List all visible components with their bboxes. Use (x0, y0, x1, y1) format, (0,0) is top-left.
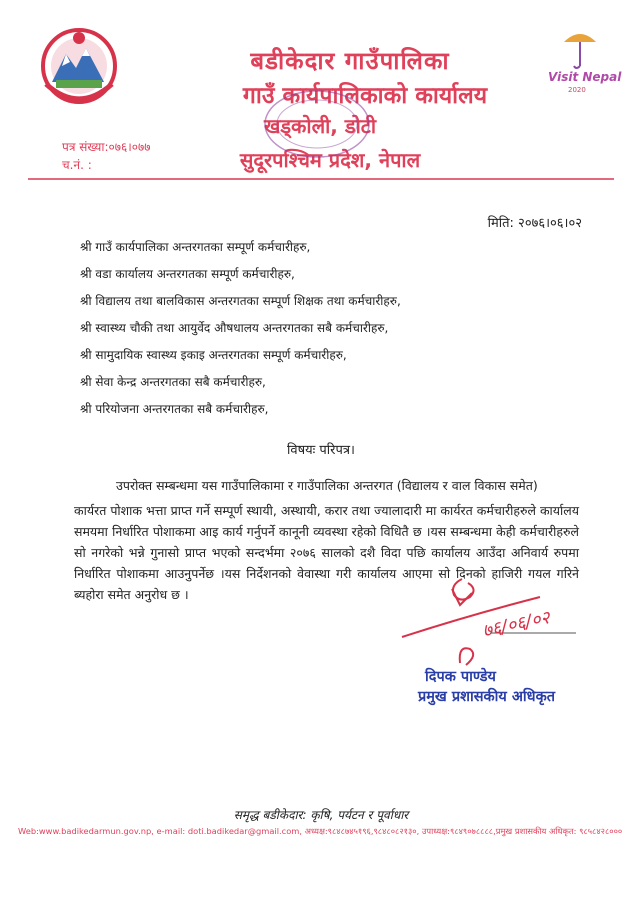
letter-reference-number: पत्र संख्या:०७६।०७७ (62, 140, 151, 154)
recipient-line: श्री विद्यालय तथा बालविकास अन्तरगतका सम्पूर्ण शिक्षक तथा कर्मचारीहरु, (80, 294, 401, 308)
visit-nepal-logo: Visit Nepal (548, 70, 622, 84)
office-stamp-icon (262, 88, 372, 160)
body-paragraph-intro: उपरोक्त सम्बन्धमा यस गाउँपालिकामा र गाउँपालिका अन्तरगत (विद्यालय र वाल विकास समेत) (116, 478, 538, 493)
recipient-line: श्री गाउँ कार्यपालिका अन्तरगतका सम्पूर्ण कर्मचारीहरु, (80, 240, 311, 254)
visit-nepal-year: 2020 (568, 86, 586, 94)
office-location: खड्कोली, डोटी (263, 114, 377, 138)
recipient-line: श्री परियोजना अन्तरगतका सबै कर्मचारीहरु, (80, 402, 269, 416)
footer-motto: समृद्ध बडीकेदार: कृषि, पर्यटन र पूर्वाधार (233, 808, 409, 822)
office-subtitle: गाउँ कार्यपालिकाको कार्यालय (242, 83, 488, 109)
header-divider (28, 178, 614, 180)
body-paragraph-main: कार्यरत पोशाक भत्ता प्राप्त गर्ने सम्पूर्ण स्थायी, अस्थायी, करार तथा ज्यालादारी मा कार्यरत कर्मचारीहरुले कार्यालय समयमा निर्धारित पोशाकमा आइ कार्य गर्नुपर्ने कानूनी व्यवस्था रहेको विधितै छ ।यस सम्बन्धमा केही कर्मचारीहरुले सो नगरेको भन्ने गुनासो प्राप्त भएको सन्दर्भमा २०७६ सालको दशै विदा पछि कार्यालय आउँदा अनिवार्य रुपमा निर्धारित पोशाकमा आउनुपर्नेछ ।यस निर्देशनको वेवास्था गरी कार्यालय आएमा सो दिनको हाजिरी गयल गरिने ब्यहोरा समेत अनुरोध छ । (74, 503, 579, 602)
handwritten-date: ७६/०६/०२ (480, 607, 552, 642)
signatory-name: दिपक पाण्डेय (425, 669, 496, 685)
umbrella-icon (562, 26, 598, 70)
office-name: बडीकेदार गाउँपालिका (250, 47, 450, 75)
dispatch-number: च.नं. : (62, 158, 92, 172)
recipient-line: श्री स्वास्थ्य चौकी तथा आयुर्वेद औषधालय अन्तरगतका सबै कर्मचारीहरु, (80, 321, 389, 335)
recipient-line: श्री सेवा केन्द्र अन्तरगतका सबै कर्मचारीहरु, (80, 375, 266, 389)
letter-date: मिति: २०७६।०६।०२ (487, 216, 582, 231)
signatory-title: प्रमुख प्रशासकीय अधिकृत (418, 689, 555, 705)
nepal-emblem-icon (38, 24, 120, 114)
office-province: सुदूरपश्चिम प्रदेश, नेपाल (239, 148, 421, 172)
letter-subject: विषयः परिपत्र। (287, 443, 355, 458)
footer-contact: Web:www.badikedarmun.gov.np, e-mail: doti.badikedar@gmail.com, अध्यक्ष:९८४८७४५१९६,९८४८०८२१३०, उपाध्यक्ष:९८४९०७८८८८,प्रमुख प्रशासकीय अधिकृत: ९८५८४२८००० (18, 826, 623, 836)
recipient-line: श्री वडा कार्यालय अन्तरगतका सम्पूर्ण कर्मचारीहरु, (80, 267, 295, 281)
recipient-line: श्री सामुदायिक स्वास्थ्य इकाइ अन्तरगतका सम्पूर्ण कर्मचारीहरु, (80, 348, 347, 362)
